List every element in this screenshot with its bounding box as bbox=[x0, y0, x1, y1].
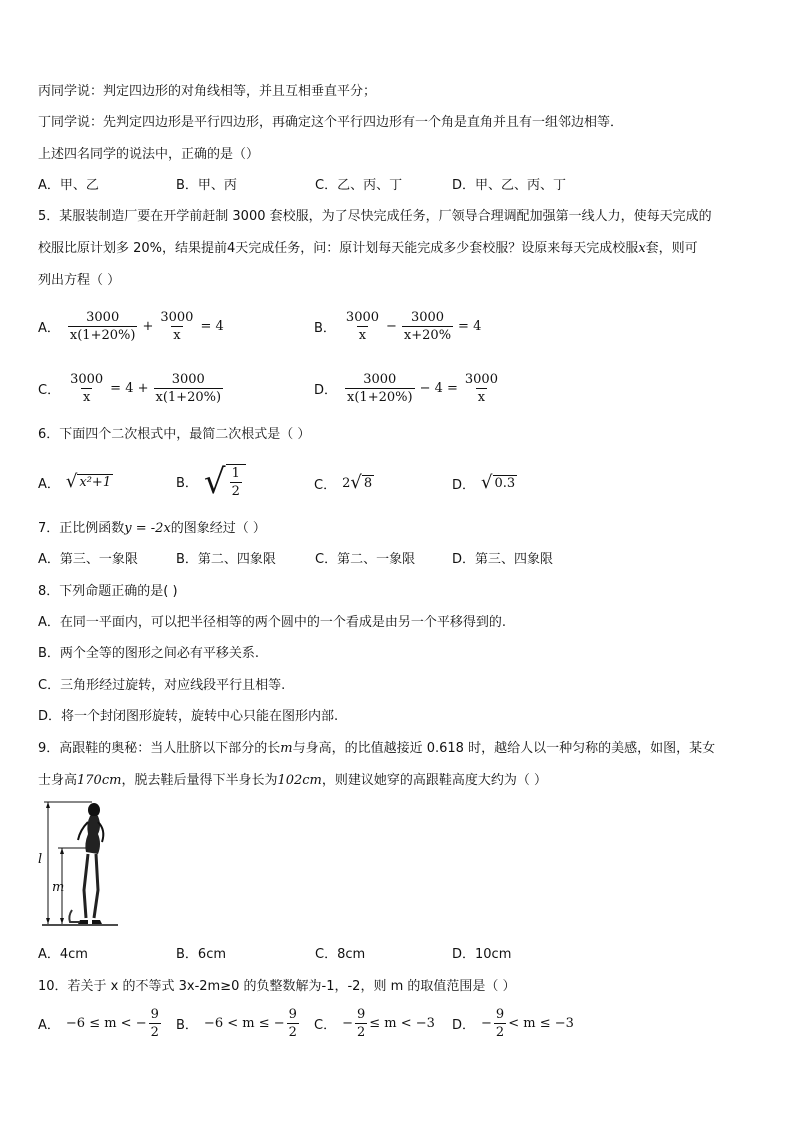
denominator: 2 bbox=[150, 1024, 159, 1040]
inequality-text: −6 < m ≤ − bbox=[203, 1015, 285, 1031]
denominator: x(1+20%) bbox=[155, 389, 222, 405]
denominator: x+20% bbox=[403, 327, 452, 343]
denominator: 2 bbox=[231, 483, 240, 499]
q9-lower-body-value: 102cm bbox=[277, 773, 322, 788]
q7-option-c: C．第二、一象限 bbox=[315, 552, 416, 567]
q5-line2-text: 校服比原计划多 20%，结果提前4天完成任务，问：原计划每天能完成多少套校服？设原来每天完成校服 bbox=[38, 241, 639, 256]
q6-option-b-label: B． bbox=[176, 475, 198, 491]
q6-option-d-label: D． bbox=[452, 477, 476, 493]
coefficient: 2 bbox=[342, 475, 351, 491]
denominator: x(1+20%) bbox=[69, 327, 136, 343]
fraction bbox=[494, 1007, 506, 1040]
q5-option-c bbox=[38, 368, 225, 408]
q10-option-a-label: A． bbox=[38, 1017, 60, 1033]
numerator: 3000 bbox=[410, 309, 445, 325]
numerator: 9 bbox=[495, 1006, 505, 1022]
label-l: l bbox=[38, 852, 43, 867]
numerator: 9 bbox=[150, 1006, 159, 1022]
operator: − bbox=[386, 318, 397, 334]
sqrt-sign: √ 8 bbox=[350, 472, 373, 493]
denominator: x(1+20%) bbox=[347, 389, 413, 405]
q6-stem: 6．下面四个二次根式中，最简二次根式是（ ） bbox=[38, 427, 311, 442]
denominator: x bbox=[477, 389, 486, 405]
q9-option-a: A．4cm bbox=[38, 947, 88, 962]
sqrt-sign: √ $\frac{1}{2}$ bbox=[204, 464, 246, 499]
radicand: 0.3 bbox=[494, 476, 516, 491]
denominator: 2 bbox=[495, 1024, 505, 1040]
q10-option-c bbox=[314, 1004, 435, 1042]
numerator: 3000 bbox=[363, 371, 397, 387]
numerator: 3000 bbox=[171, 371, 205, 387]
q9-line1-text: 9．高跟鞋的奥秘：当人肚脐以下部分的长 bbox=[38, 741, 281, 756]
q7-stem-text: 7．正比例函数 bbox=[38, 521, 125, 536]
q8-option-c: C．三角形经过旋转，对应线段平行且相等. bbox=[38, 678, 286, 693]
operator: + bbox=[142, 318, 154, 334]
q9-line2 bbox=[38, 772, 547, 790]
numerator: 1 bbox=[231, 465, 240, 481]
fraction bbox=[287, 1007, 299, 1040]
inequality-text: < m ≤ −3 bbox=[508, 1015, 574, 1031]
fraction bbox=[149, 1007, 161, 1040]
inequality-text: −6 ≤ m < − bbox=[65, 1015, 147, 1031]
q6-option-c bbox=[314, 470, 374, 496]
figure-drawing bbox=[40, 800, 120, 930]
q5-option-a bbox=[38, 306, 227, 346]
q5-option-b-label: B． bbox=[314, 320, 336, 336]
q7-stem bbox=[38, 520, 266, 538]
q7-option-a: A．第三、一象限 bbox=[38, 552, 138, 567]
woman-high-heels-figure bbox=[40, 800, 120, 930]
q9-height-value: 170cm bbox=[77, 773, 122, 788]
q9-line2-mid: ，脱去鞋后量得下半身长为 bbox=[121, 773, 278, 788]
q5-option-d-label: D． bbox=[314, 382, 338, 398]
q10-option-b-label: B． bbox=[176, 1017, 198, 1033]
operator: = 4 + bbox=[110, 380, 149, 396]
sqrt-sign: √ x²+1 bbox=[65, 471, 112, 492]
q7-stem-tail: 的图象经过（ ） bbox=[170, 521, 266, 536]
q7-function: y = -2x bbox=[124, 521, 171, 536]
q7-option-d: D．第三、四象限 bbox=[452, 552, 554, 567]
q10-option-a bbox=[38, 1004, 163, 1042]
q5-line2-tail: 套，则可 bbox=[645, 241, 698, 256]
q10-option-c-label: C． bbox=[314, 1017, 337, 1033]
operator: − 4 = bbox=[419, 380, 458, 396]
numerator: 3000 bbox=[70, 371, 104, 387]
q9-variable-m: m bbox=[280, 741, 293, 756]
q9-line1 bbox=[38, 740, 715, 758]
fraction bbox=[402, 310, 453, 343]
q4-question: 上述四名同学的说法中，正确的是（） bbox=[38, 147, 260, 162]
fraction bbox=[355, 1007, 367, 1040]
q5-line3: 列出方程（ ） bbox=[38, 273, 121, 288]
q4-option-a: A．甲、乙 bbox=[38, 178, 99, 193]
radicand: x²+1 bbox=[79, 475, 112, 490]
denominator: x bbox=[82, 389, 91, 405]
q10-option-b bbox=[176, 1004, 301, 1042]
fraction bbox=[158, 310, 195, 343]
q9-line2-text: 士身高 bbox=[38, 773, 78, 788]
numerator: 9 bbox=[288, 1006, 297, 1022]
q4-line-bing: 丙同学说：判定四边形的对角线相等，并且互相垂直平分； bbox=[38, 84, 377, 99]
numerator: 3000 bbox=[464, 371, 498, 387]
fraction bbox=[154, 372, 224, 405]
denominator: 2 bbox=[288, 1024, 297, 1040]
denominator: 2 bbox=[356, 1024, 366, 1040]
fraction bbox=[344, 310, 381, 343]
q8-option-b: B．两个全等的图形之间必有平移关系. bbox=[38, 646, 260, 661]
q7-option-b: B．第二、四象限 bbox=[176, 552, 276, 567]
q9-option-d: D．10cm bbox=[452, 947, 512, 962]
q8-option-a: A．在同一平面内，可以把半径相等的两个圆中的一个看成是由另一个平移得到的. bbox=[38, 615, 507, 630]
q9-option-c: C．8cm bbox=[315, 947, 366, 962]
q5-option-b bbox=[314, 306, 484, 346]
numerator: 3000 bbox=[345, 309, 380, 325]
q9-option-b: B．6cm bbox=[176, 947, 227, 962]
inequality-text: − bbox=[481, 1015, 492, 1031]
numerator: 9 bbox=[356, 1006, 366, 1022]
inequality-text: − bbox=[342, 1015, 353, 1031]
q8-option-d: D．将一个封闭图形旋转，旋转中心只能在图形内部. bbox=[38, 709, 339, 724]
q6-option-b bbox=[176, 458, 246, 504]
q6-option-c-label: C． bbox=[314, 477, 337, 493]
q4-option-b: B．甲、丙 bbox=[176, 178, 237, 193]
q4-option-d: D．甲、乙、丙、丁 bbox=[452, 178, 567, 193]
sqrt-sign: √ 0.3 bbox=[481, 472, 516, 493]
fraction bbox=[463, 372, 500, 405]
q9-line2-tail: ，则建议她穿的高跟鞋高度大约为（ ） bbox=[321, 773, 548, 788]
numerator: 3000 bbox=[86, 309, 120, 325]
operator: = 4 bbox=[458, 318, 482, 334]
q5-line2 bbox=[38, 240, 698, 258]
q10-stem: 10．若关于 x 的不等式 3x-2m≥0 的负整数解为-1，-2，则 m 的取值范围是（ ） bbox=[38, 979, 516, 994]
q10-option-d bbox=[452, 1004, 574, 1042]
q4-line-ding: 丁同学说：先判定四边形是平行四边形，再确定这个平行四边形有一个角是直角并且有一组邻边相等． bbox=[38, 115, 624, 130]
q5-option-c-label: C． bbox=[38, 382, 61, 398]
q6-option-a-label: A． bbox=[38, 476, 60, 492]
denominator: x bbox=[358, 327, 367, 343]
q10-option-d-label: D． bbox=[452, 1017, 476, 1033]
fraction bbox=[68, 310, 138, 343]
fraction bbox=[345, 372, 415, 405]
q6-option-d bbox=[452, 470, 517, 496]
q5-variable-x: x bbox=[638, 241, 646, 256]
inequality-text: ≤ m < −3 bbox=[369, 1015, 435, 1031]
q5-line1: 5．某服装制造厂要在开学前赶制 3000 套校服，为了尽快完成任务，厂领导合理调配加强第一线人力，使每天完成的 bbox=[38, 209, 712, 224]
q5-option-a-label: A． bbox=[38, 320, 60, 336]
radicand: 8 bbox=[363, 476, 373, 491]
fraction bbox=[68, 372, 105, 405]
q9-line1-tail: 与身高，的比值越接近 0.618 时，越给人以一种匀称的美感，如图，某女 bbox=[292, 741, 716, 756]
q8-stem: 8．下列命题正确的是( ) bbox=[38, 584, 178, 599]
q5-option-d bbox=[314, 368, 502, 408]
fraction bbox=[230, 466, 242, 499]
denominator: x bbox=[173, 327, 181, 343]
q6-option-a bbox=[38, 468, 113, 496]
q4-option-c: C．乙、丙、丁 bbox=[315, 178, 403, 193]
operator: = 4 bbox=[200, 318, 224, 334]
label-m: m bbox=[52, 880, 65, 895]
numerator: 3000 bbox=[160, 309, 194, 325]
